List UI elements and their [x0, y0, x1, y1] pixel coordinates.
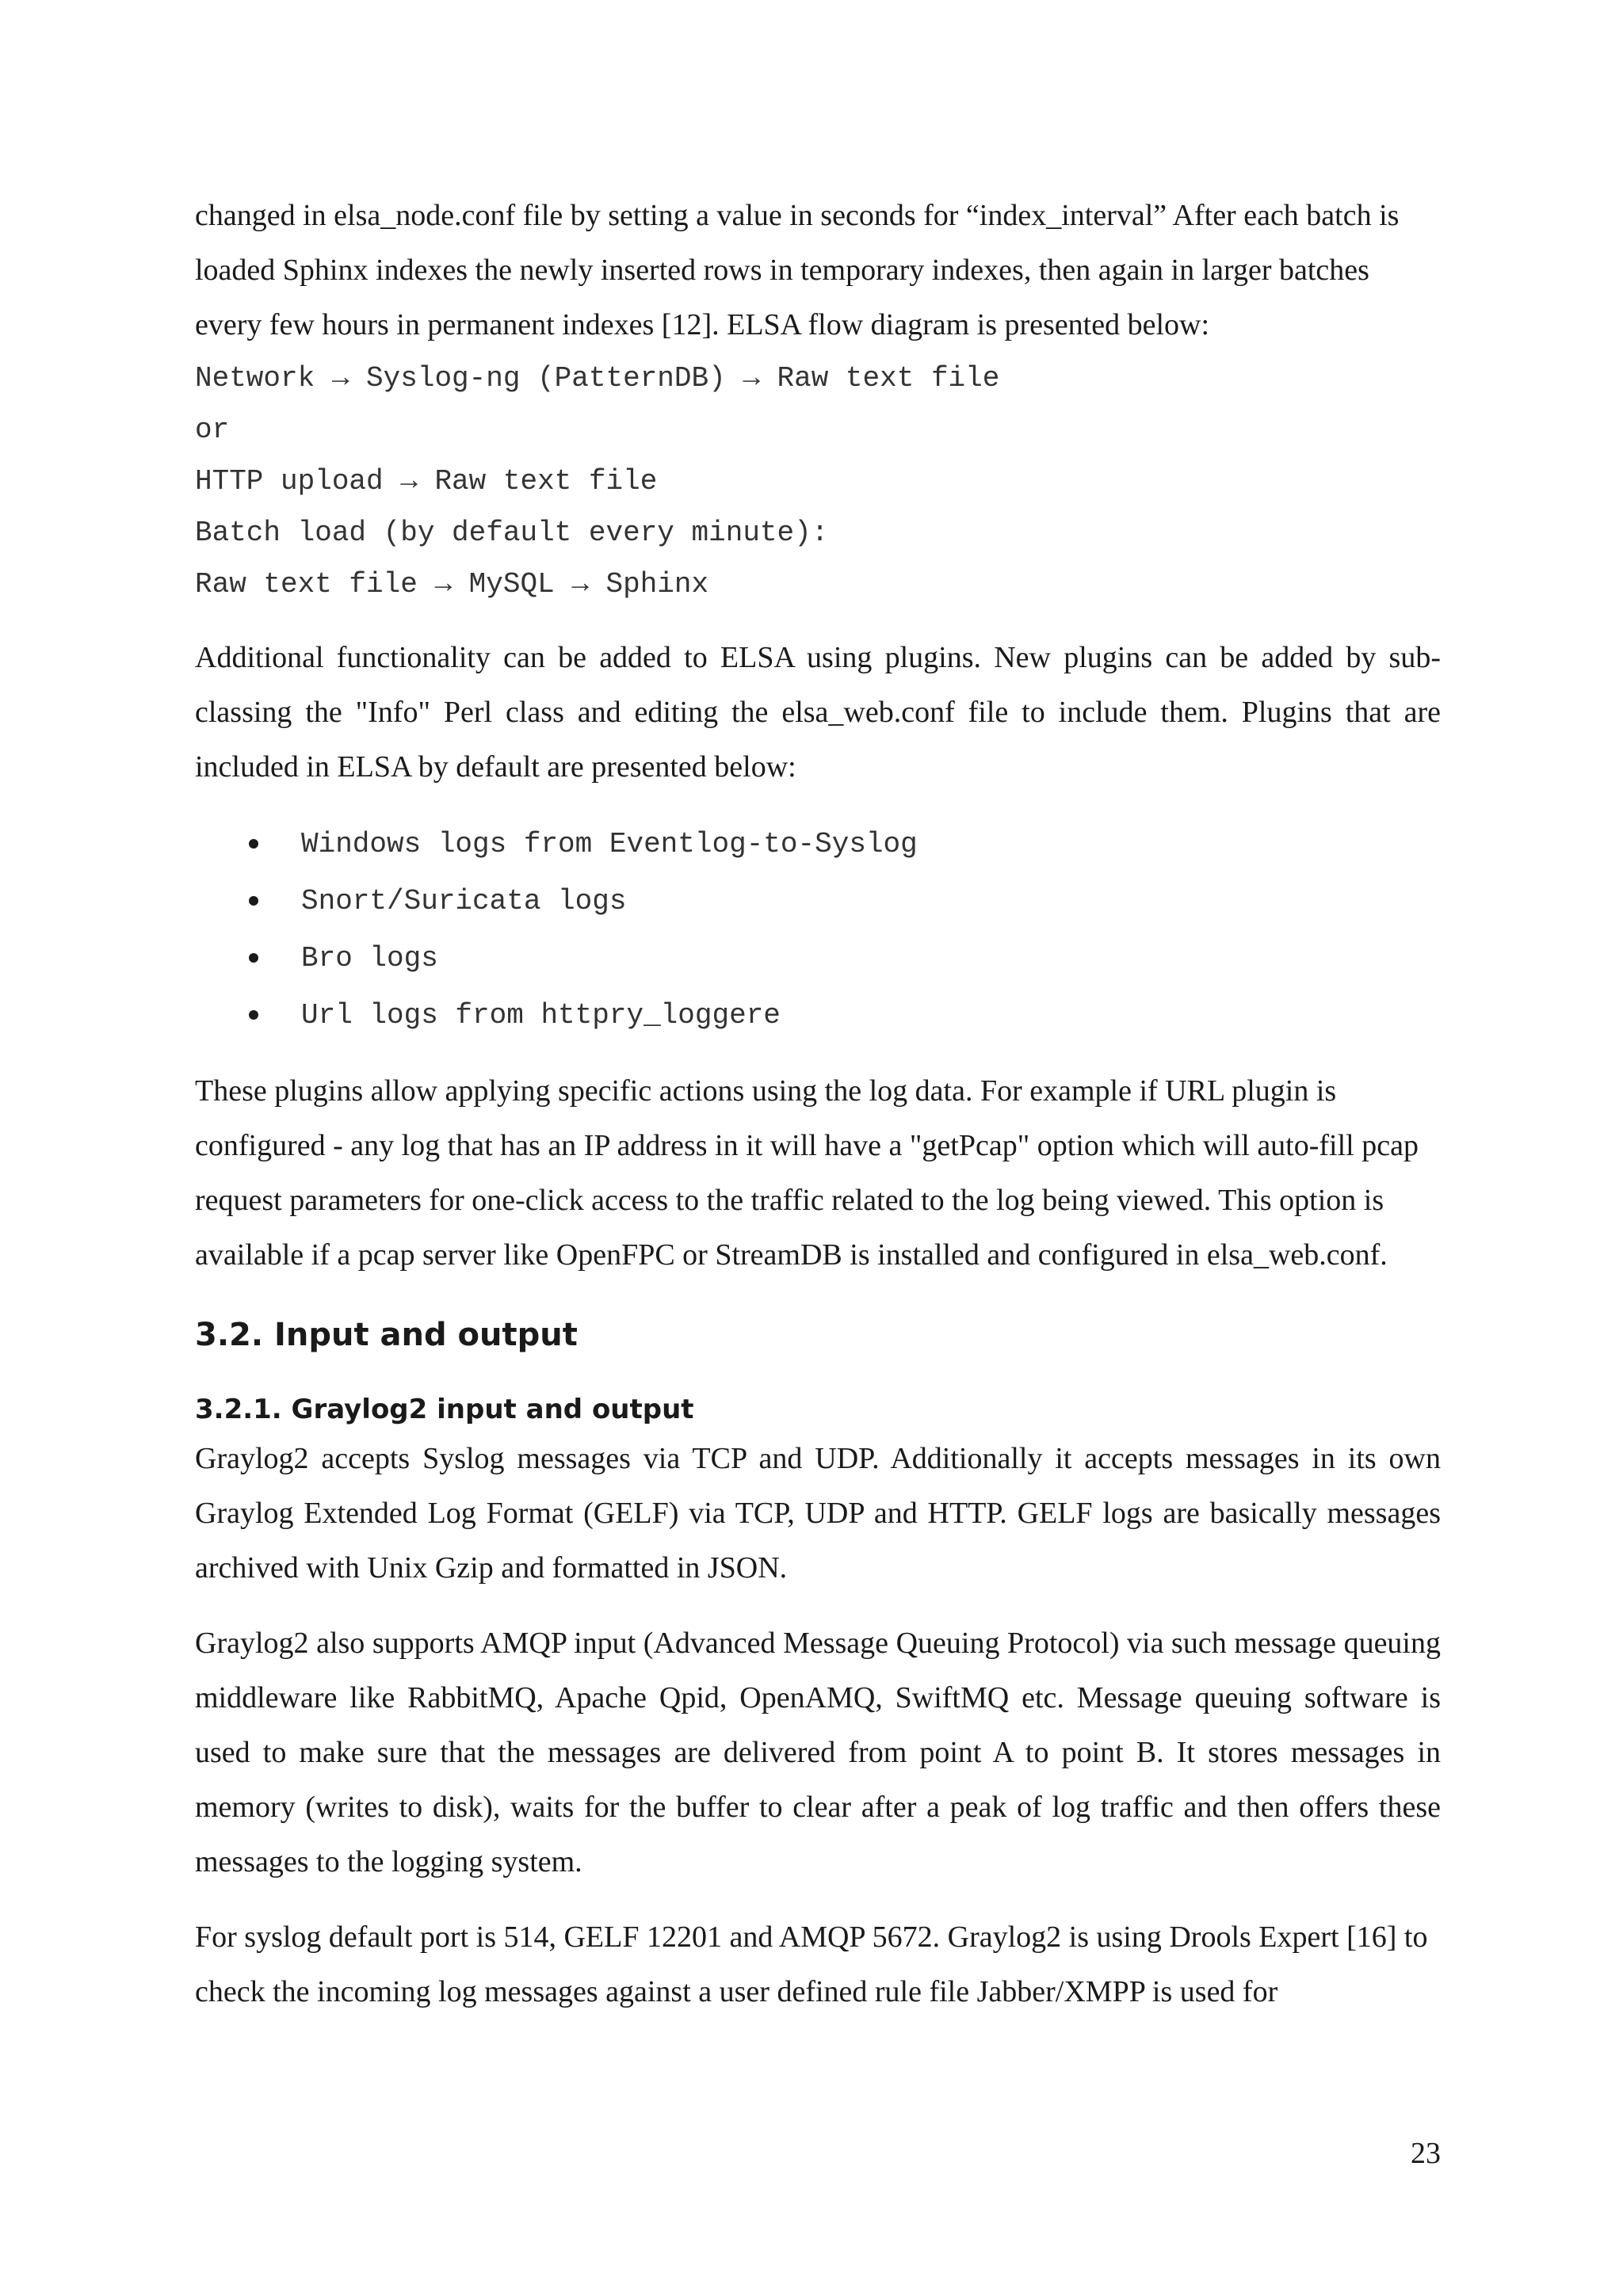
- subsection-heading: 3.2.1. Graylog2 input and output: [195, 1394, 694, 1425]
- paragraph-plugins-intro: Additional functionality can be added to ELSA using plugins. New plugins can be added by sub-classing the "Info" Perl class and editing the elsa_web.conf file to include them. Plugins that are included in ELSA by default are presented below:: [195, 641, 1441, 784]
- list-item: [195, 929, 1441, 986]
- plugin-name: Bro logs: [301, 941, 438, 974]
- bullet-icon: [249, 839, 258, 849]
- paragraph-intro: changed in elsa_node.conf file by setting a value in seconds for “index_interval” After each batch is loaded Sphinx indexes the newly inserted rows in temporary indexes, then again in larger batches every few hours in permanent indexes [12]. ELSA flow diagram is presented below:: [195, 199, 1400, 341]
- bullet-icon: [249, 953, 258, 963]
- list-item: [195, 872, 1441, 929]
- bullet-icon: [249, 1010, 258, 1020]
- flow-line: Network → Syslog-ng (PatternDB) → Raw text file: [195, 362, 1000, 395]
- plugin-name: Snort/Suricata logs: [301, 884, 627, 917]
- list-item: [195, 986, 1441, 1043]
- paragraph-ports: For syslog default port is 514, GELF 12201 and AMQP 5672. Graylog2 is using Drools Expert [16] to check the incoming log messages against a user defined rule file Jabber/XMPP is used for: [195, 1920, 1428, 2008]
- plugin-list: [195, 815, 1441, 1043]
- flow-line: HTTP upload → Raw text file: [195, 465, 658, 498]
- bullet-icon: [249, 896, 258, 906]
- page-number: 23: [1411, 2137, 1441, 2170]
- list-item: [195, 815, 1441, 872]
- flow-line: Raw text file → MySQL → Sphinx: [195, 568, 709, 601]
- plugin-name: Url logs from httpry_loggere: [301, 998, 781, 1032]
- page-content: [195, 189, 1441, 2019]
- flow-line: or: [195, 414, 230, 446]
- plugin-name: Windows logs from Eventlog-to-Syslog: [301, 827, 918, 860]
- paragraph-plugins-actions: These plugins allow applying specific actions using the log data. For example if URL plugin is configured - any log that has an IP address in it will have a "getPcap" option which will auto-fill pcap request parameters for one-click access to the traffic related to the log being viewed. This option is available if a pcap server like OpenFPC or StreamDB is installed and configured in elsa_web.conf.: [195, 1074, 1419, 1272]
- elsa-flow-diagram: [195, 353, 1441, 610]
- paragraph-amqp: Graylog2 also supports AMQP input (Advanced Message Queuing Protocol) via such message queuing middleware like RabbitMQ, Apache Qpid, OpenAMQ, SwiftMQ etc. Message queuing software is used to make sure that the messages are delivered from point A to point B. It stores messages in memory (writes to disk), waits for the buffer to clear after a peak of log traffic and then offers these messages to the logging system.: [195, 1627, 1441, 1878]
- paragraph-graylog-input: Graylog2 accepts Syslog messages via TCP and UDP. Additionally it accepts messages in its own Graylog Extended Log Format (GELF) via TCP, UDP and HTTP. GELF logs are basically messages archived with Unix Gzip and formatted in JSON.: [195, 1442, 1441, 1585]
- flow-line: Batch load (by default every minute):: [195, 517, 829, 549]
- section-heading: 3.2. Input and output: [195, 1317, 578, 1353]
